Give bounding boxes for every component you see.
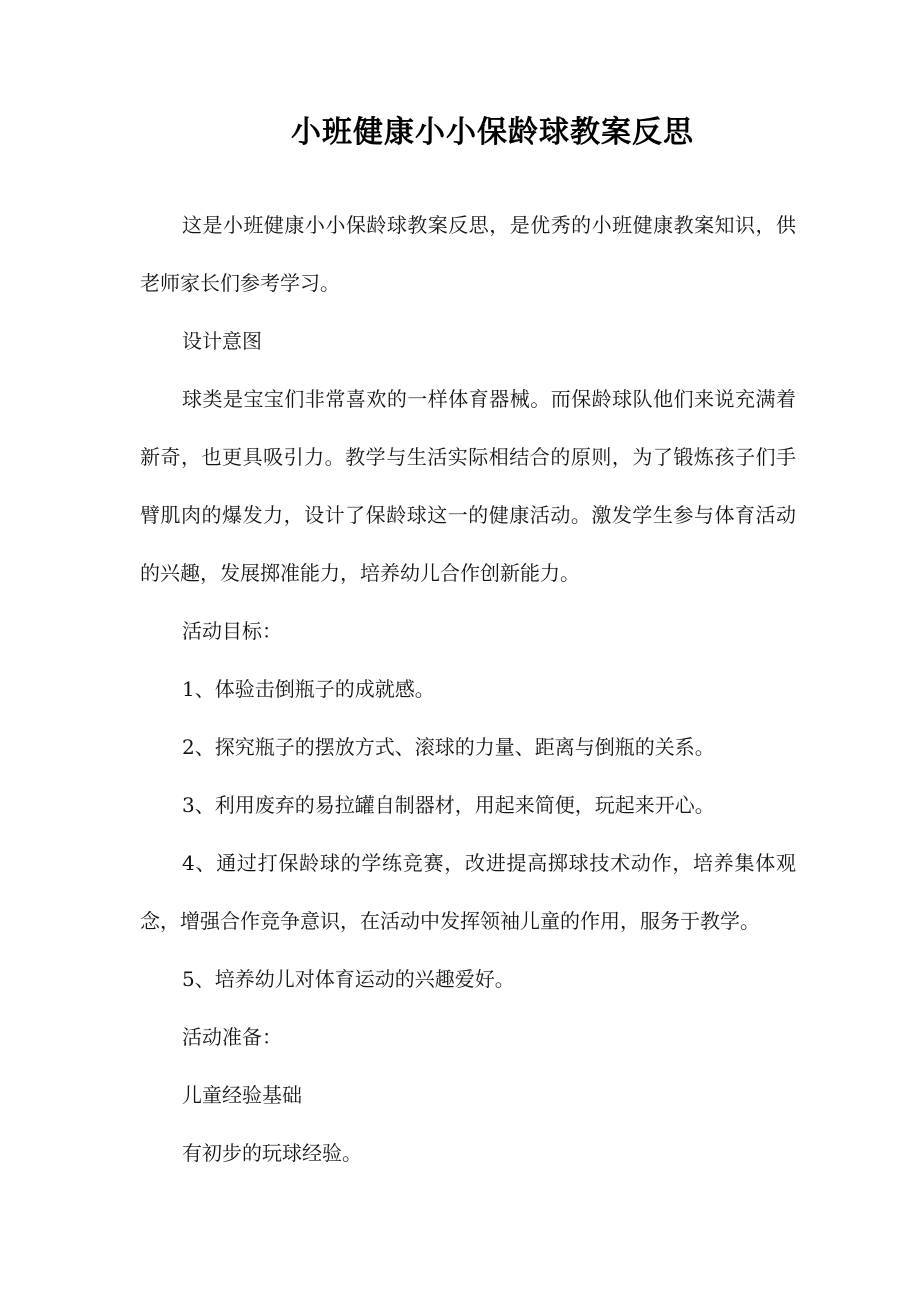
child-experience-paragraph: 有初步的玩球经验。	[182, 1141, 362, 1165]
section-heading-activity-goals: 活动目标：	[182, 619, 282, 643]
intro-paragraph: 这是小班健康小小保龄球教案反思，是优秀的小班健康教案知识，供老师家长们参考学习。	[140, 213, 796, 295]
goal-item-5: 5、培养幼儿对体育运动的兴趣爱好。	[182, 967, 515, 991]
subheading-child-experience: 儿童经验基础	[182, 1083, 302, 1107]
goal-item-3: 3、利用废弃的易拉罐自制器材，用起来简便，玩起来开心。	[182, 793, 715, 817]
goal-item-1: 1、体验击倒瓶子的成就感。	[182, 677, 435, 701]
section-heading-design-intent: 设计意图	[182, 329, 262, 353]
design-intent-paragraph: 球类是宝宝们非常喜欢的一样体育器械。而保龄球队他们来说充满着新奇，也更具吸引力。教学与生活实际相结合的原则，为了锻炼孩子们手臂肌肉的爆发力，设计了保龄球这一的健康活动。激发学生参与体育活动的兴趣，发展掷准能力，培养幼儿合作创新能力。	[140, 387, 796, 585]
document-title: 小班健康小小保龄球教案反思	[291, 115, 694, 150]
goal-item-2: 2、探究瓶子的摆放方式、滚球的力量、距离与倒瓶的关系。	[182, 735, 715, 759]
goal-item-4: 4、通过打保龄球的学练竞赛，改进提高掷球技术动作，培养集体观念，增强合作竞争意识，在活动中发挥领袖儿童的作用，服务于教学。	[140, 851, 796, 933]
section-heading-activity-preparation: 活动准备：	[182, 1025, 282, 1049]
document-body	[140, 196, 796, 1182]
